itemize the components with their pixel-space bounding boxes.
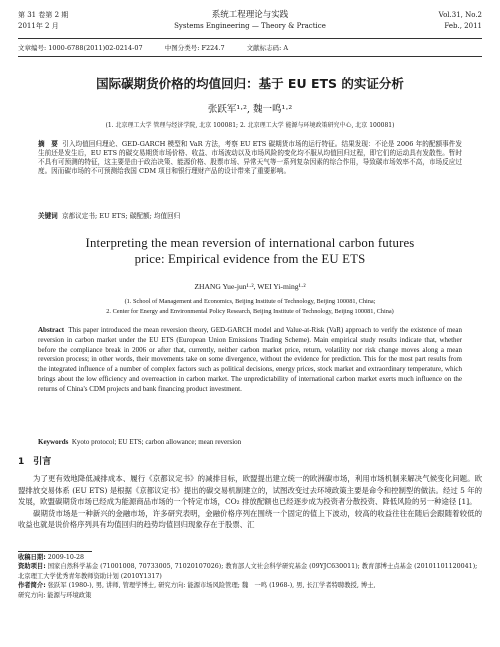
volume-issue-cn: 第 31 卷第 2 期: [18, 11, 69, 19]
affiliation-en-line2: 2. Center for Energy and Environmental Policy Research, Beijing Institute of Technology, Beijing 100081, China): [106, 308, 394, 315]
date-en: Feb., 2011: [444, 22, 482, 30]
header-center: [18, 10, 482, 32]
title-en-line1: Interpreting the mean reversion of international carbon futures: [85, 236, 415, 250]
abstract-label-cn: 摘 要: [38, 140, 58, 148]
introduction-body: [18, 473, 482, 531]
date-cn: 2011年 2 月: [18, 22, 59, 30]
section-heading-introduction: 1 引言: [18, 457, 52, 467]
title-cn: 国际碳期货价格的均值回归：基于 EU ETS 的实证分析: [96, 76, 404, 91]
footnotes: [18, 553, 482, 600]
introduction-paragraph-1: 为了更有效地降低减排成本、履行《京都议定书》的减排目标，欧盟提出建立统一的欧洲碳市场，利用市场机制来解决气候变化问题。欧盟排放交易体系 (EU ETS) 是根据《京都议定书》提出的碳交易机制建立的，试图改变过去环境政策主要是命令和控制型的做法。经过 5 年的发展，欧盟碳期货市场已经成为能源商品市场的一个特定市场，CO₂ 排放配额也已经逐步成为投资者分散投资、降低风险的另一种途径 [1]。: [18, 474, 482, 506]
keywords-text-en: Kyoto protocol; EU ETS; carbon allowance; mean reversion: [71, 438, 242, 446]
introduction-paragraph-2: 碳期货市场是一种新兴的金融市场，许多研究表明，金融价格序列在围绕一个固定的值上下波动，较高的收益往往在随后会跟随着较低的收益也就是说价格序列具有均值回归的趋势均值回归现象存在于股票、汇: [18, 508, 482, 529]
journal-name-cn: 系统工程理论与实践: [211, 10, 289, 20]
keywords-text-cn: 京都议定书; EU ETS; 碳配额; 均值回归: [61, 212, 181, 220]
authors-cn: 张跃军¹·², 魏一鸣¹·²: [207, 104, 293, 115]
received-date: 收稿日期: 2009-10-28: [18, 554, 85, 561]
authors-en: ZHANG Yue-jun¹·², WEI Yi-ming¹·²: [194, 282, 306, 291]
abstract-label-en: Abstract: [38, 326, 65, 334]
affiliation-cn: (1. 北京理工大学 管理与经济学院, 北京 100081; 2. 北京理工大学 能源与环境政策研究中心, 北京 100081): [105, 122, 395, 129]
volume-issue-en: Vol.31, No.2: [438, 11, 482, 19]
affiliation-en: [40, 297, 460, 317]
affiliation-en-line1: (1. School of Management and Economics, Beijing Institute of Technology, Beijing 100081, China;: [124, 298, 376, 305]
keywords-label-cn: 关键词: [38, 212, 58, 220]
header-right: [439, 10, 482, 32]
abstract-text-en: This paper introduced the mean reversion theory, GED-GARCH model and Value-at-Risk (VaR) approach to verify the existence of mean reversion in carbon market under the EU ETS (European Union Emissions Trading Scheme). Main empirical study results indicate that, whether before the compliance break in 2006 or after that, currently, neither carbon market price, return, volatility nor risk change moves along a mean reversion process; in other words, their movements take on some divergence, without the evidence for prediction. This for the most part results from the integrated influence of a number of complex factors such as political decisions, energy prices, stock market and extraordinary temperature, which brings about the low efficiency and overreaction in carbon market. The unpredictability of international carbon market exerts much influence on the returns of China's CDM projects and bank financing product investment.: [38, 326, 463, 393]
running-header: [18, 10, 482, 36]
footnote-rule: [18, 551, 92, 552]
author-bio: 作者简介: 张跃军 (1980-), 男, 讲师, 管理学博士, 研究方向: 能源市场风险管理; 魏 一鸣 (1968-), 男, 长江学者特聘教授, 博士,: [18, 582, 376, 590]
article-meta: [18, 44, 482, 53]
keywords-label-en: Keywords: [38, 438, 69, 446]
classification-number: 中图分类号: F224.7: [164, 44, 225, 52]
journal-name-en: Systems Engineering — Theory & Practice: [174, 22, 326, 30]
abstract-text-cn: 引入均值回归理论、GED-GARCH 模型和 VaR 方法，考察 EU ETS 碳期货市场的运行特征。结果发现：不论是 2006 年的配额事件发生前还是发生后，EU ETS 的碳交易期货市场价格、收益、市场波动以及市场风险的变化均不服从均值回归过程，即它们的运动具有发散性。暂时不具有可预测的特征，这主要是由于政治决策、能源价格、股票市场、异常天气等一系列复杂因素的综合作用，导致碳市场效率不高，市场反应过度。因而碳市场的不可预测给我国 CDM 项目和银行理财产品的设计带来了重要影响。: [38, 140, 462, 176]
funding-info: 资助项目: 国家自然科学基金 (71001008, 70733005, 71020107026); 教育部人文社会科学研究基金 (09YJC630011); 教育部博士点基金 (20101101120041); 北京理工大学优秀青年教师资助计划 (2010Y1317): [18, 563, 478, 580]
abstract-cn: [38, 140, 462, 176]
author-bio-continued: 研究方向: 能源与环境政策: [18, 591, 92, 599]
article-number: 文章编号: 1000-6788(2011)02-0214-07: [18, 44, 143, 52]
abstract-en: [38, 326, 462, 395]
keywords-cn: [38, 212, 462, 221]
title-en: [30, 236, 470, 267]
document-code: 文献标志码: A: [246, 44, 289, 52]
header-rule: [18, 38, 482, 39]
title-en-line2: price: Empirical evidence from the EU ETS: [134, 251, 366, 266]
meta-rule: [18, 56, 482, 57]
keywords-en: [38, 438, 462, 448]
